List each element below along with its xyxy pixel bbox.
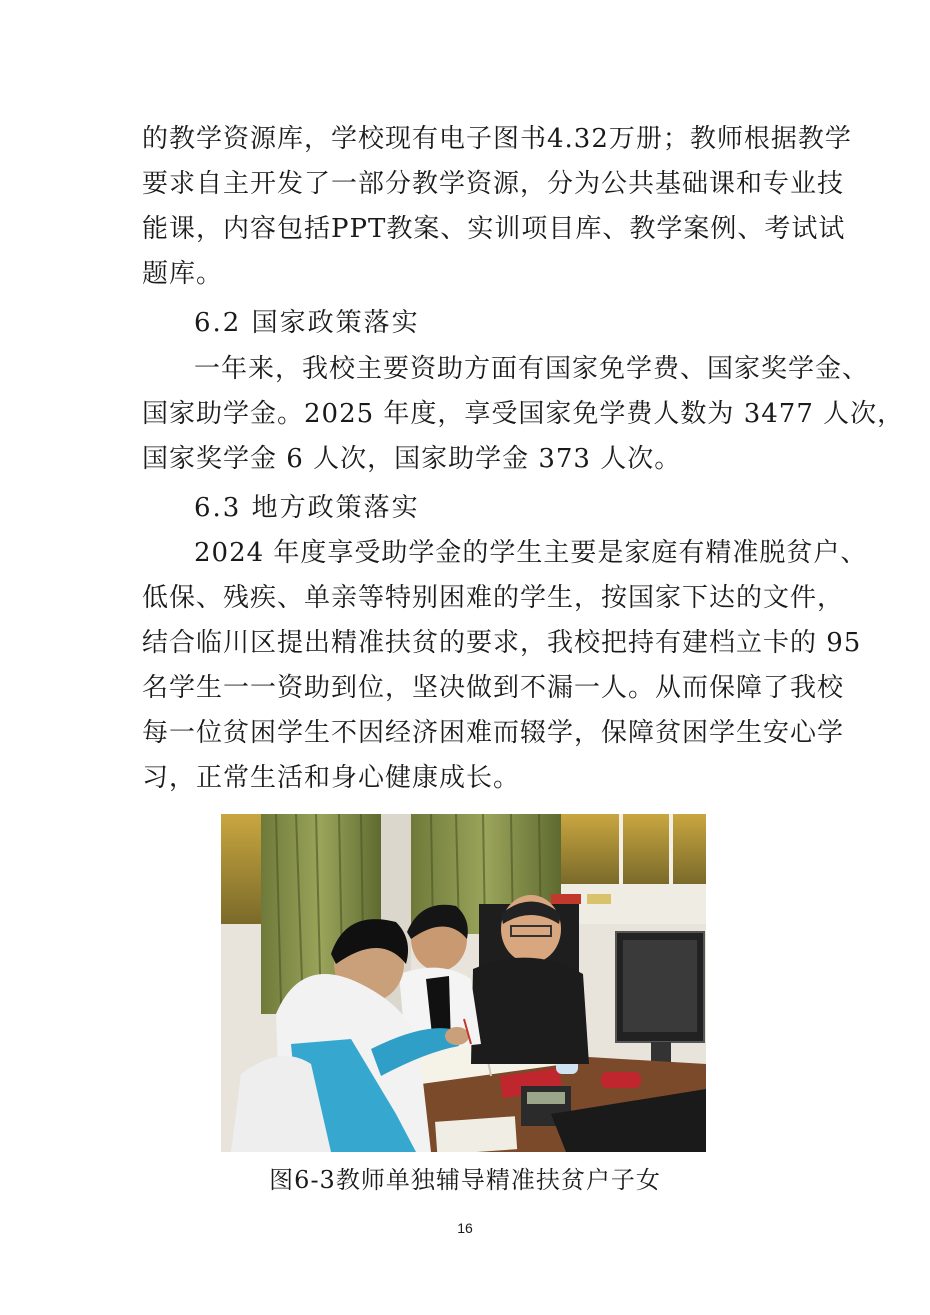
text-line: 要求自主开发了一部分教学资源，分为公共基础课和专业技 bbox=[142, 169, 845, 199]
page-number: 16 bbox=[457, 1220, 473, 1236]
text-line: 2024 年度享受助学金的学生主要是家庭有精准脱贫户、 bbox=[194, 538, 868, 568]
text-line: 能课，内容包括PPT教案、实训项目库、教学案例、考试试 bbox=[142, 214, 846, 244]
text-line: 习，正常生活和身心健康成长。 bbox=[142, 763, 521, 793]
section-heading-6-3: 6.3 地方政策落实 bbox=[194, 493, 420, 523]
text-line: 结合临川区提出精准扶贫的要求，我校把持有建档立卡的 95 bbox=[142, 628, 862, 658]
text-line: 的教学资源库，学校现有电子图书4.32万册；教师根据教学 bbox=[142, 124, 852, 154]
text-line: 题库。 bbox=[142, 259, 224, 289]
paragraph-teaching-resources bbox=[142, 117, 852, 297]
section-heading-6-2: 6.2 国家政策落实 bbox=[194, 308, 420, 338]
text-line: 一年来，我校主要资助方面有国家免学费、国家奖学金、 bbox=[194, 354, 870, 384]
text-line: 每一位贫困学生不因经济困难而辍学，保障贫困学生安心学 bbox=[142, 718, 845, 748]
figure-caption: 图6-3教师单独辅导精准扶贫户子女 bbox=[269, 1166, 661, 1194]
text-line: 国家助学金。2025 年度，享受国家免学费人数为 3477 人次， bbox=[142, 399, 905, 429]
paragraph-national-policy bbox=[142, 347, 905, 482]
text-line: 国家奖学金 6 人次，国家助学金 373 人次。 bbox=[142, 444, 682, 474]
text-line: 低保、残疾、单亲等特别困难的学生，按国家下达的文件， bbox=[142, 583, 845, 613]
text-line: 名学生一一资助到位，坚决做到不漏一人。从而保障了我校 bbox=[142, 673, 845, 703]
tutoring-photo bbox=[221, 814, 706, 1152]
paragraph-local-policy bbox=[142, 531, 868, 801]
